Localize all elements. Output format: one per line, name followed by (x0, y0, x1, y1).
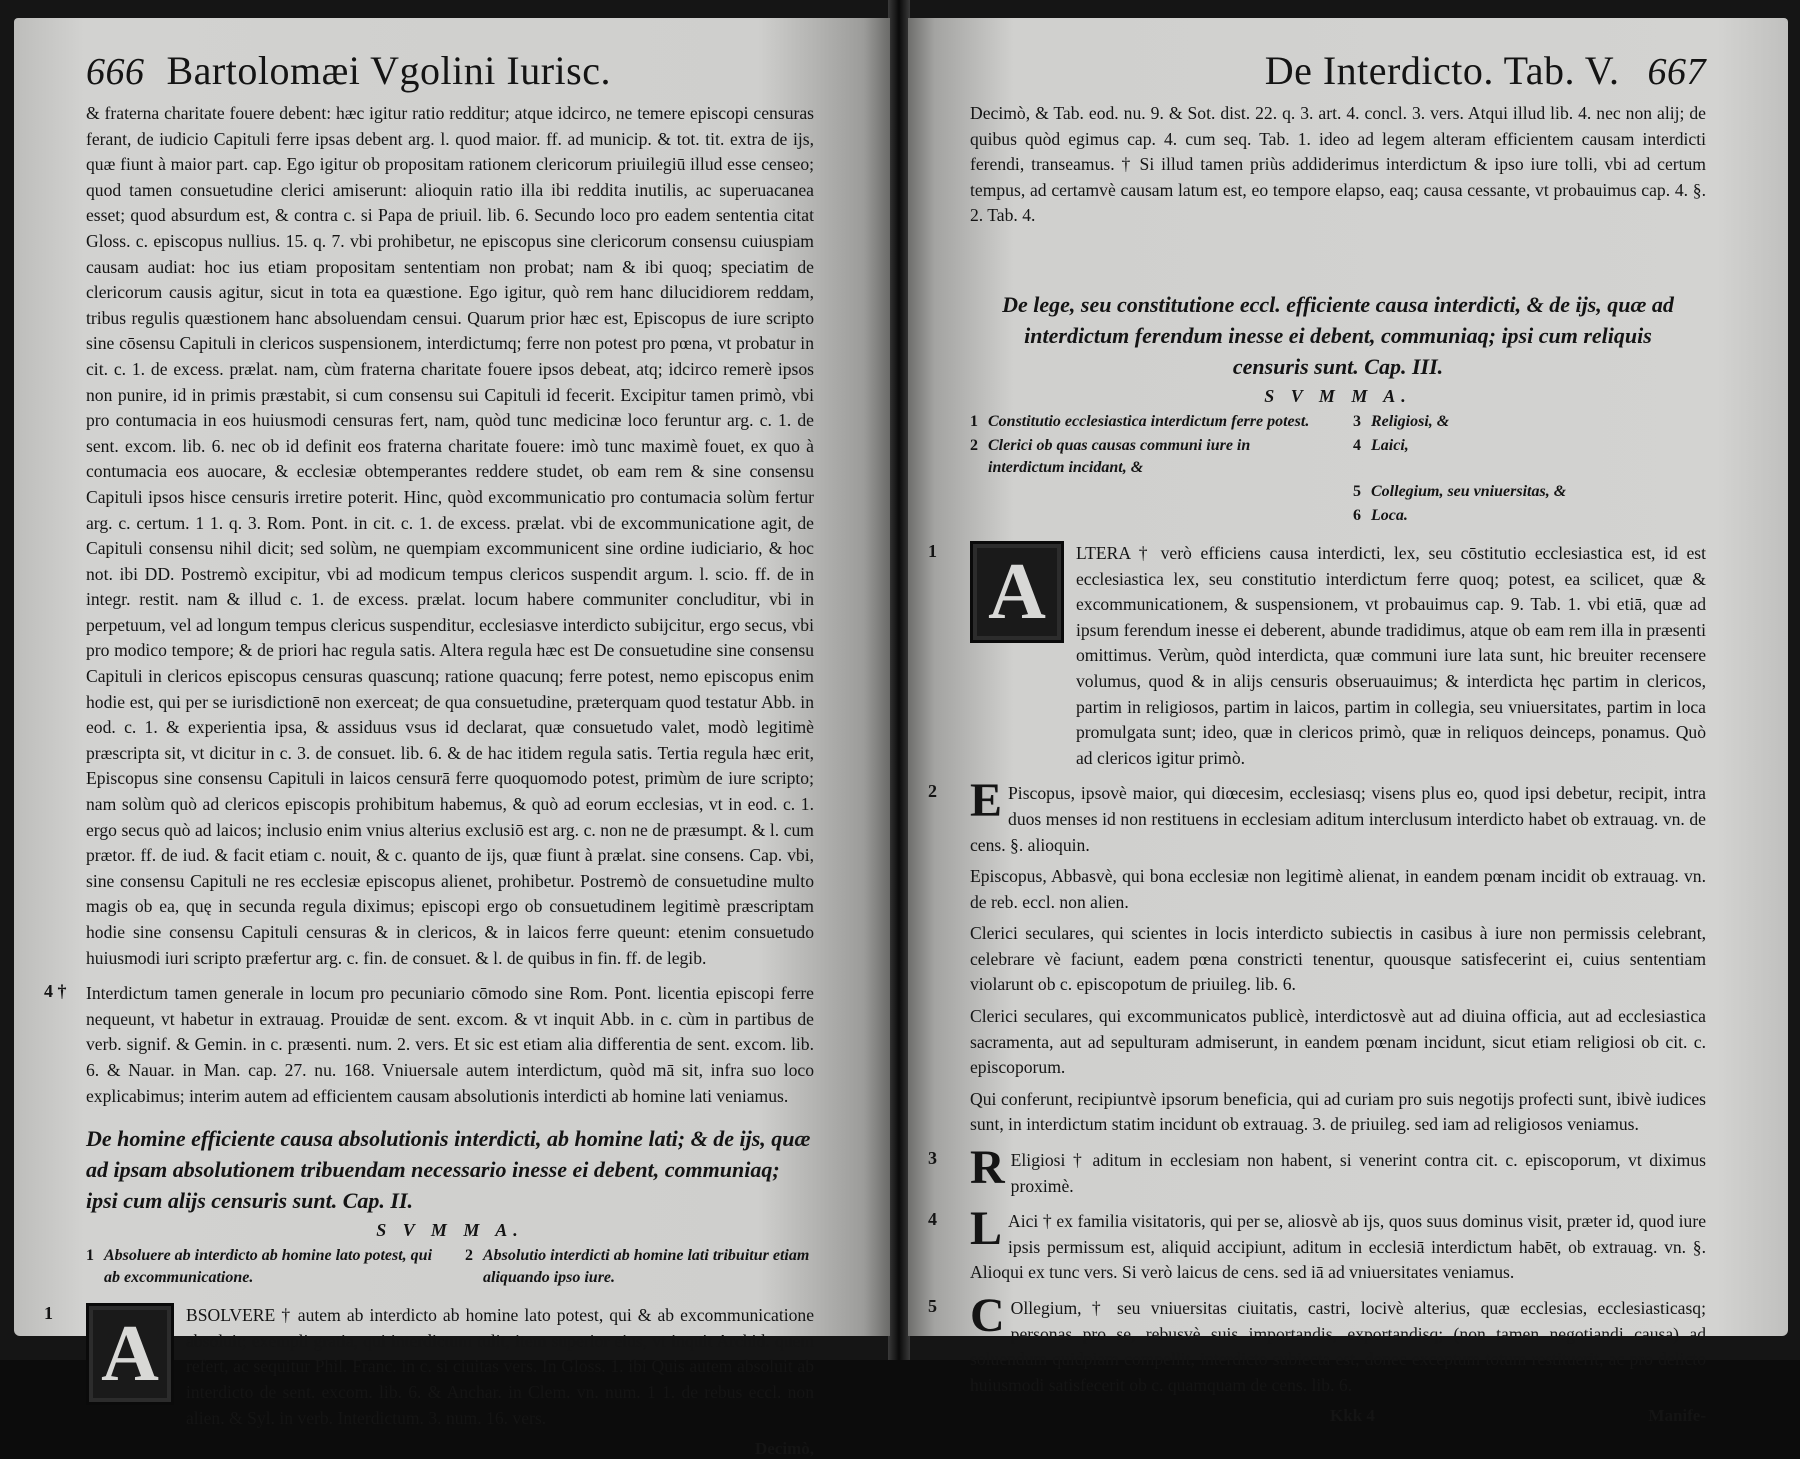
right-margin-marker: 2 (928, 781, 937, 802)
right-paragraph-religiosi (928, 1141, 1706, 1199)
right-paragraph-laici (928, 1202, 1706, 1286)
right-margin-marker: 1 (928, 540, 937, 561)
right-body-text: Decimò, & Tab. eod. nu. 9. & Sot. dist. 22. q. 3. art. 4. concl. 3. vers. Atqui illud lib. 4. nec non alij; de quibus quòd egimus cap. 4. cum seq. Tab. 1. ideo ad legem alteram efficientem causam interdicti ferendi, transeamus. † Si illud tamen priùs addiderimus interdictum & ipso iure tolli, vbi ad certum tempus, ad certamvè causam latum est, eo tempore elapso, eaq; causa cessante, vt probauimus cap. 4. §. 2. Tab. 4. (970, 103, 1706, 226)
left-catchword-row (86, 1439, 814, 1459)
right-running-head (970, 48, 1706, 95)
paragraph-initial: E (970, 774, 1003, 828)
left-paragraph-interdictum (44, 981, 814, 1109)
right-margin-marker: 4 (928, 1209, 937, 1230)
right-paragraph-text: Clerici seculares, qui scientes in locis interdicto subiectis in casibus à iure non permissis celebrant, celebrare vè faciunt, eadem pœna constricti tenentur, quousque satisfecerint ei, cuius sententiam violarunt ob c. episcopotum de priuileg. lib. 6. (970, 923, 1706, 995)
left-running-head (86, 48, 814, 95)
right-paragraph-text: Episcopus, Abbasvè, qui bona ecclesiæ non legitimè alienat, in eandem pœnam incidit ob extrauag. vn. de reb. eccl. non alien. (970, 866, 1706, 912)
paragraph-initial: R (970, 1141, 1005, 1195)
summa-item: 6 Loca. (1353, 506, 1408, 524)
paragraph-initial: C (970, 1289, 1005, 1342)
right-margin-marker: 5 (928, 1296, 937, 1316)
right-paragraph-episcopus (928, 774, 1706, 1138)
right-chapter-heading: De lege, seu constitutione eccl. efficiente causa interdicti, & de ijs, quæ ad interdictum ferendum inesse ei debent, communiaq; ipsi cum reliquis censuris sunt. Cap. III. (1002, 291, 1674, 379)
summa-item: 1 Constitutio ecclesiastica interdictum ferre potest. (970, 412, 1310, 430)
signature-mark: Kkk 4 (1330, 1406, 1375, 1426)
right-paragraph-text: Clerici seculares, qui excommunicatos publicè, interdictosvè aut ad diuina officia, aut ad ecclesiastica sacramenta, aut ad sepulturam admiserunt, in eandem pœnam incidunt, sicut etiam religiosi ob cit. c. episcoporum. (970, 1006, 1706, 1078)
right-catchword-row (970, 1406, 1706, 1426)
summa-item: 4 Laici, (1353, 436, 1409, 454)
left-summa-label: S V M M A. (376, 1220, 524, 1241)
right-catchword: Manife- (1648, 1406, 1706, 1426)
right-paragraph-collegium (928, 1289, 1706, 1398)
summa-item: 5 Collegium, seu vniuersitas, & (1353, 482, 1567, 500)
left-body-text: & fraterna charitate fouere debent: hæc igitur ratio redditur; atque idcirco, ne temere episcopi censuras ferant, de iudicio Capituli ferre ipsas debent arg. l. quod maior. ff. ad municip. & tot. tit. extra de ijs, quæ fiunt à maior part. cap. Ego igitur ob propositam rationem clericorum priuilegiū illud esse censeo; quod tamen consuetudine clerici amiserunt: alioquin ratio illa ibi reddita inutilis, ac superuacanea esset; quod absurdum est, & contra c. si Papa de priuil. lib. 6. Secundo loco pro eadem sententia citat Gloss. c. episcopus nullius. 15. q. 7. vbi prohibetur, ne episcopus sine clericorum consensu cuiuspiam causam audiat: hoc ius etiam propositam sententiam non probat; nam & ibi quoq; speciatim de clericorum causis agitur, sicut in tota ea quæstione. Ego igitur, quò rem hanc dilucidiorem reddam, tribus regulis quæstionem hanc absoluendam censui. Quarum prior hæc est, Episcopus de iure scripto sine cōsensu Capituli in clericos suspensionem, interdictumq; ferre non potest pro pœna, vt probatur in cit. c. 1. de excess. prælat. nam, cùm fraterna charitate fouere ipsos debeat, atq; idcirco remerè ipsos non punire, id in primis præstabit, si cum consensu sui Capituli id fecerit. Excipitur tamen primò, vbi pro contumacia in eos huiusmodi censuras fert, nam, quòd tunc medicinæ loco feruntur arg. c. 1. de sent. excom. lib. 6. nec ob id definit eos fraterna charitate fouere: imò tunc maximè fouet, ex quo à contumacia eos auocare, & ecclesiæ obtemperantes reddere studet, ob eam rem & sine consensu Capituli ipsos hisce censuris irretire poterit. Hinc, quòd excommunicatio pro contumacia solùm fertur arg. c. certum. 1 1. q. 3. Rom. Pont. in cit. c. 1. de excess. prælat. vbi de excommunicatione agit, de Capituli consensu nihil dicit; sed solùm, ne quempiam excommunicent sine ordine iudiciario, & hoc not. ibi DD. Postremò excipitur, vbi ad modicum tempus clericos suspendit argum. l. scio. ff. de in integr. restit. nam & illud c. 1. de excess. prælat. locum habere communiter concluditur, vbi in perpetuum, vel ad longum tempus clericus suspenditur, ecclesiasve interdicto subijcitur, ergo secus, vbi pro modico tempore; & de priori hac regula satis. Altera regula hæc est De consuetudine sine consensu Capituli in clericos episcopus censuras quascunq; ratione quacunq; ferre potest, nemo episcopus enim hodie est, qui per se iurisdictionē non exerceat; de qua consuetudine, præterquam quod testatur Abb. in eod. c. 1. & experientia ipsa, & assiduus vsus id declarat, quæ consuetudo valet, modò legitimè præscripta sit, vt dicitur in c. 3. de consuet. lib. 6. & de hac itidem regula satis. Tertia regula hæc erit, Episcopus sine consensu Capituli in laicos censurā ferre quoquomodo potest, primùm de iure scripto; nam solùm quò ad clericos episcopis prohibitum habemus, & quò ad eorum ecclesias, vt in eod. c. 1. ergo secus quò ad laicos; inclusio enim vnius alterius exclusiō est arg. c. non ne de præsumpt. & l. cum prætor. ff. de iud. & facit etiam c. nouit, & c. quanto de ijs, quæ fiunt à prælat. sine consens. Cap. vbi, sine consensu Capituli ne res ecclesiæ episcopus alienet, prohibetur. Postremò de consuetudine multo magis ob ea, quę in secunda regula diximus; episcopi ergo ob consuetudinem legitimè præscriptam hodie sine consensu Capituli censuras & in clericos, & in laicos ferre queunt: etenim consuetudo huiusmodi iuri scripto præfertur arg. c. fin. de consuet. & l. de quibus in fin. ff. de legib. (86, 103, 814, 968)
right-page (908, 18, 1788, 1426)
right-paragraph-text: Eligiosi † aditum in ecclesiam non habent, si venerint contra cit. c. episcoporum, vt diximus proximè. (1010, 1150, 1706, 1196)
left-running-title: Bartolomæi Vgolini Iurisc. (166, 48, 611, 93)
left-paragraph-absoluere (44, 1303, 814, 1431)
summa-item: 2 Clerici ob quas causas communi iure in interdictum incidant, & (970, 436, 1251, 476)
left-margin-marker: 1 (44, 1303, 53, 1324)
left-catchword: Decimò, (754, 1439, 814, 1459)
summa-item: 3 Religiosi, & (1353, 412, 1450, 430)
summa-item (970, 505, 1323, 527)
left-paragraph-text: Interdictum tamen generale in locum pro pecuniario cōmodo sine Rom. Pont. licentia episcopi ferre nequeunt, vt habetur in extrauag. Prouidæ de sent. excom. & vt inquit Abb. in c. cùm in partibus de verb. signif. & Gemin. in c. præsenti. num. 2. vers. Et sic est etiam alia differentia de sent. excom. lib. 6. & Nauar. in Man. cap. 27. nu. 168. Vniuersale autem interdictum, quòd mā sit, infra suo loco explicabimus; interim autem ad efficientem causam absolutionis interdicti ab homine lati veniamus. (86, 983, 814, 1106)
left-summa-list (86, 1245, 814, 1289)
summa-item: 1 Absoluere ab interdicto ab homine lato potest, qui ab excommunicatione. (86, 1247, 433, 1287)
right-paragraph-text: Piscopus, ipsovè maior, qui diœcesim, ecclesiasq; visens plus eo, quod ipsi debetur, recipit, intra duos menses id non restituens in ecclesiam aditum interclusum interdicto habet ob extrauag. vn. de cens. §. alioquin. (970, 783, 1706, 855)
right-paragraph-text: Ollegium, † seu vniuersitas ciuitatis, castri, locivè alterius, quæ ecclesias, ecclesiasticasq; personas pro se, rebusvè suis importandis, exportandisq; (non tamen negotiandi causa) ad soluendum quidpiam compellit, interdicto subiecta est, donec exceptum totum restituerit, ac pro delicto huiusmodi satisfecerit ob c. quamquam de cens. lib. 6. (970, 1298, 1706, 1395)
left-margin-marker: 4 † (44, 981, 67, 1002)
summa-item (970, 481, 1323, 503)
right-margin-marker: 3 (928, 1148, 937, 1169)
right-paragraph-altera (928, 540, 1706, 771)
right-paragraph-text: Qui conferunt, recipiuntvè ipsorum beneficia, qui ad curiam pro suis negotijs profecti sunt, ibivè iudices sunt, in interdictum statim incidunt ob extrauag. 3. de priuileg. sed iam ad religiosos veniamus. (970, 1088, 1706, 1135)
left-paragraph-text: BSOLVERE † autem ab interdicto ab homine lato potest, qui & ab excommunicatione absoluit; exempli gratia, qui interdictum tulit, item superior eius, vt inquit Archid. quem refert, ac sequitur Phil. Franc. in c. si ciuitas vers. In Gloss. 1. ibi Quis autem absoluit ab interdicto de sent. excom. lib. 6. & Anchar. in Clem. vn. num. 1 1. de rebus eccl. non alien. & Syl. in verb. Interdictum. 3. num. 16. vers. (186, 1305, 814, 1428)
decorated-initial-a: A (970, 541, 1064, 643)
book-gutter (888, 0, 910, 1360)
summa-item: 2 Absolutio interdicti ab homine lati tribuitur etiam aliquando ipso iure. (465, 1247, 810, 1287)
left-page (14, 18, 890, 1459)
right-paragraph-text: LTERA † verò efficiens causa interdicti, lex, seu cōstitutio ecclesiastica est, id est ecclesiastica lex, seu constitutio interdictum ferre quoq; potest, ea scilicet, quæ & excommunicationem, & suspensionem, vt probauimus cap. 9. Tab. 1. vbi etiā, quæ ad ipsum ferendum inesse ei deberent, abunde tradidimus, atque ob eam rem illa in præsenti omittimus. Verùm, quòd interdicta, quæ communi iure lata sunt, hic breuiter recensere volumus, quod & in alijs censuris obseruauimus; & interdicta hęc partim in clericos, partim in religiosos, partim in laicos, partim in collegia, seu vniuersitates, partim in loca promulgata sunt; ideo, quæ in clericos primò, quæ in reliquos deinceps, ponamus. Quò ad clericos igitur primò. (1076, 542, 1706, 768)
left-chapter-heading: De homine efficiente causa absolutionis interdicti, ab homine lati; & de ijs, quæ ad ipsam absolutionem tribuendam necessario inesse ei debent, communiaq; ipsi cum alijs censuris sunt. Cap. II. (86, 1126, 811, 1214)
right-summa-list (970, 411, 1706, 527)
right-running-title: De Interdicto. Tab. V. (1264, 48, 1620, 93)
paragraph-initial: L (970, 1202, 1003, 1256)
right-page-number: 667 (1647, 51, 1706, 93)
right-paragraph-text: Aici † ex familia visitatoris, qui per se, aliosvè ab ijs, quos suus dominus visit, præter id, quod iure ipsis permissum est, aliquid accipiunt, aditum in ecclesiā interdictum habēt, ob extrauag. vn. §. Alioqui ex tunc vers. Si verò laicus de cens. sed iā ad vniuersitates veniamus. (970, 1211, 1706, 1283)
right-summa-label: S V M M A. (1264, 385, 1412, 406)
left-page-number: 666 (86, 51, 145, 93)
decorated-initial-a: A (86, 1303, 174, 1405)
